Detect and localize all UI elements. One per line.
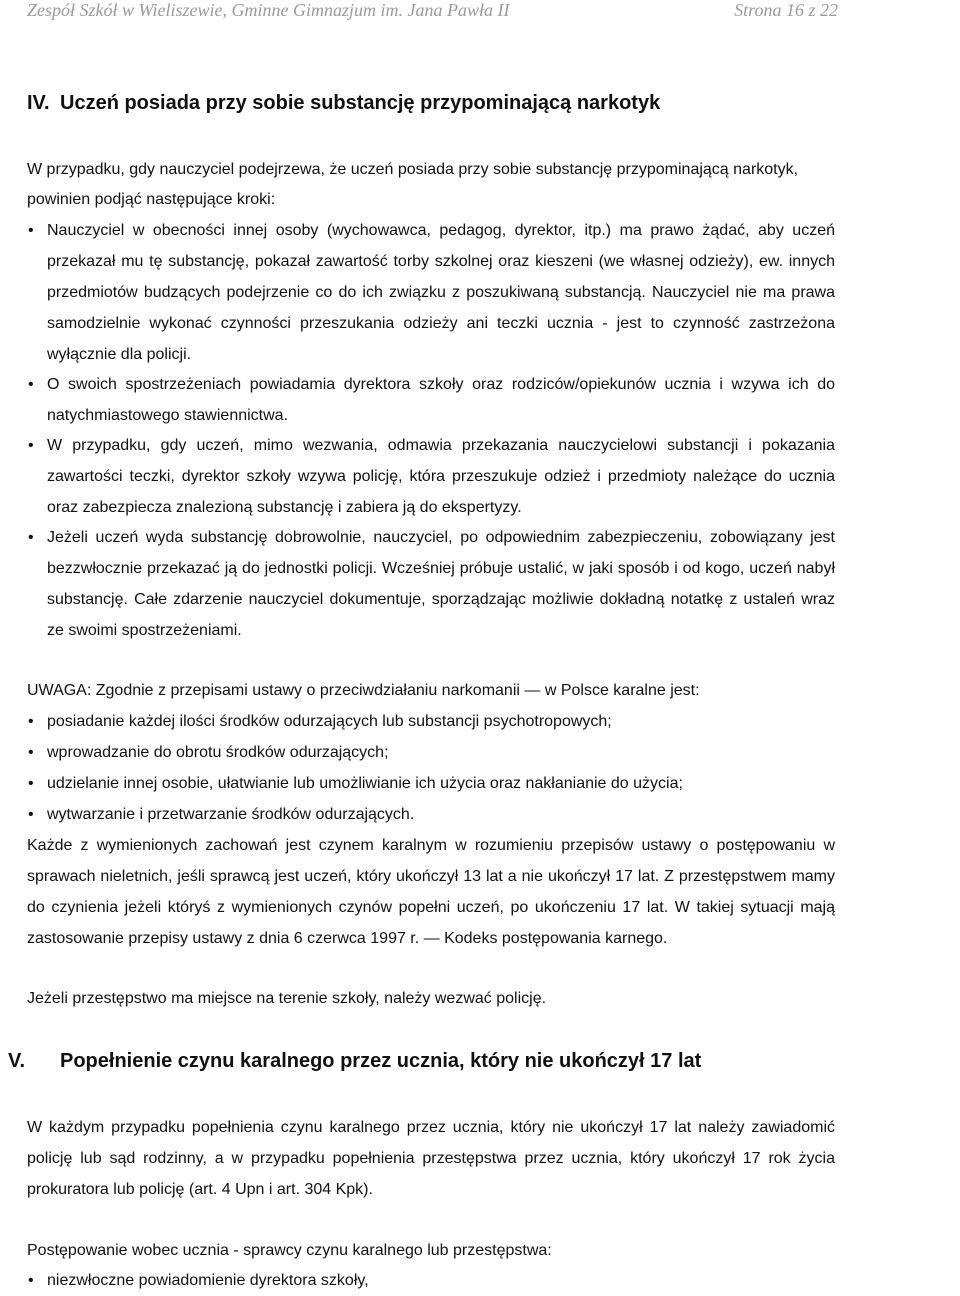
step-2: • O swoich spostrzeżeniach powiadamia dyrektora szkoły oraz rodziców/opiekunów ucznia i wzywa ich do natychmiastowego stawiennictwa. [27,369,835,431]
uwaga-item: • posiadanie każdej ilości środków odurzających lub substancji psychotropowych; [27,706,835,737]
section-iv-title: Uczeń posiada przy sobie substancję przypominającą narkotyk [60,92,661,114]
section-v-number: V. [8,1050,26,1072]
section-v-paragraph: W każdym przypadku popełnienia czynu karalnego przez ucznia, który nie ukończył 17 lat należy zawiadomić policję lub sąd rodzinny, a w przypadku popełnienia przestępstwa przez ucznia, który ukończył 17 rok życia prokuratora lub policję (art. 4 Upn i art. 304 Kpk). [27,1119,835,1198]
header-page-number: Strona 16 z 22 [734,0,838,20]
punishable-acts-paragraph: Każde z wymienionych zachowań jest czynem karalnym w rozumieniu przepisów ustawy o postępowaniu w sprawach nieletnich, jeśli sprawcą jest uczeń, który ukończył 13 lat a nie ukończył 17 lat. Z przestępstwem mamy do czynienia jeżeli któryś z wymienionych czynów popełni uczeń, po ukończeniu 17 lat. W takiej sytuacji mają zastosowanie przepisy ustawy z dnia 6 czerwca 1997 r. — Kodeks postępowania karnego. [27,837,835,947]
uwaga-item: • wytwarzanie i przetwarzanie środków odurzających. [27,799,835,830]
step-4: • Jeżeli uczeń wyda substancję dobrowolnie, nauczyciel, po odpowiednim zabezpieczeniu, zobowiązany jest bezzwłocznie przekazać ją do jednostki policji. Wcześniej próbuje ustalić, w jaki sposób i od kogo, uczeń nabył substancję. Całe zdarzenie nauczyciel dokumentuje, sporządzając możliwie dokładną notatkę z ustaleń wraz ze swoimi spostrzeżeniami. [27,522,835,646]
step-1: • Nauczyciel w obecności innej osoby (wychowawca, pedagog, dyrektor, itp.) ma prawo żądać, aby uczeń przekazał mu tę substancję, pokazał zawartość torby szkolnej oraz kieszeni (we własnej odzieży), ew. innych przedmiotów budzących podejrzenie co do ich związku z poszukiwaną substancją. Nauczyciel nie ma prawa samodzielnie wykonać czynności przeszukania odzieży ani teczki ucznia - jest to czynność zastrzeżona wyłącznie dla policji. [27,215,835,370]
page-header [27,0,838,24]
section-iv-number: IV. [27,92,50,114]
call-police-paragraph: Jeżeli przestępstwo ma miejsce na terenie szkoły, należy wezwać policję. [27,990,547,1007]
section-iv-intro: W przypadku, gdy nauczyciel podejrzewa, że uczeń posiada przy sobie substancję przypominającą narkotyk, powinien podjąć następujące kroki: [27,161,799,208]
uwaga-item: • udzielanie innej osobie, ułatwianie lub umożliwianie ich użycia oraz nakłanianie do użycia; [27,768,835,799]
procedure-item: • niezwłoczne powiadomienie dyrektora szkoły, [27,1265,835,1296]
procedure-intro: Postępowanie wobec ucznia - sprawcy czynu karalnego lub przestępstwa: [27,1242,552,1259]
uwaga-item: • wprowadzanie do obrotu środków odurzających; [27,737,835,768]
header-school-name: Zespół Szkół w Wieliszewie, Gminne Gimnazjum im. Jana Pawła II [27,0,510,20]
uwaga-note: UWAGA: Zgodnie z przepisami ustawy o przeciwdziałaniu narkomanii — w Polsce karalne jest: [27,682,700,699]
step-3: • W przypadku, gdy uczeń, mimo wezwania, odmawia przekazania nauczycielowi substancji i pokazania zawartości teczki, dyrektor szkoły wzywa policję, która przeszukuje odzież i przedmioty należące do ucznia oraz zabezpiecza znalezioną substancję i zabiera ją do ekspertyzy. [27,430,835,523]
section-v-title: Popełnienie czynu karalnego przez ucznia, który nie ukończył 17 lat [60,1050,702,1072]
